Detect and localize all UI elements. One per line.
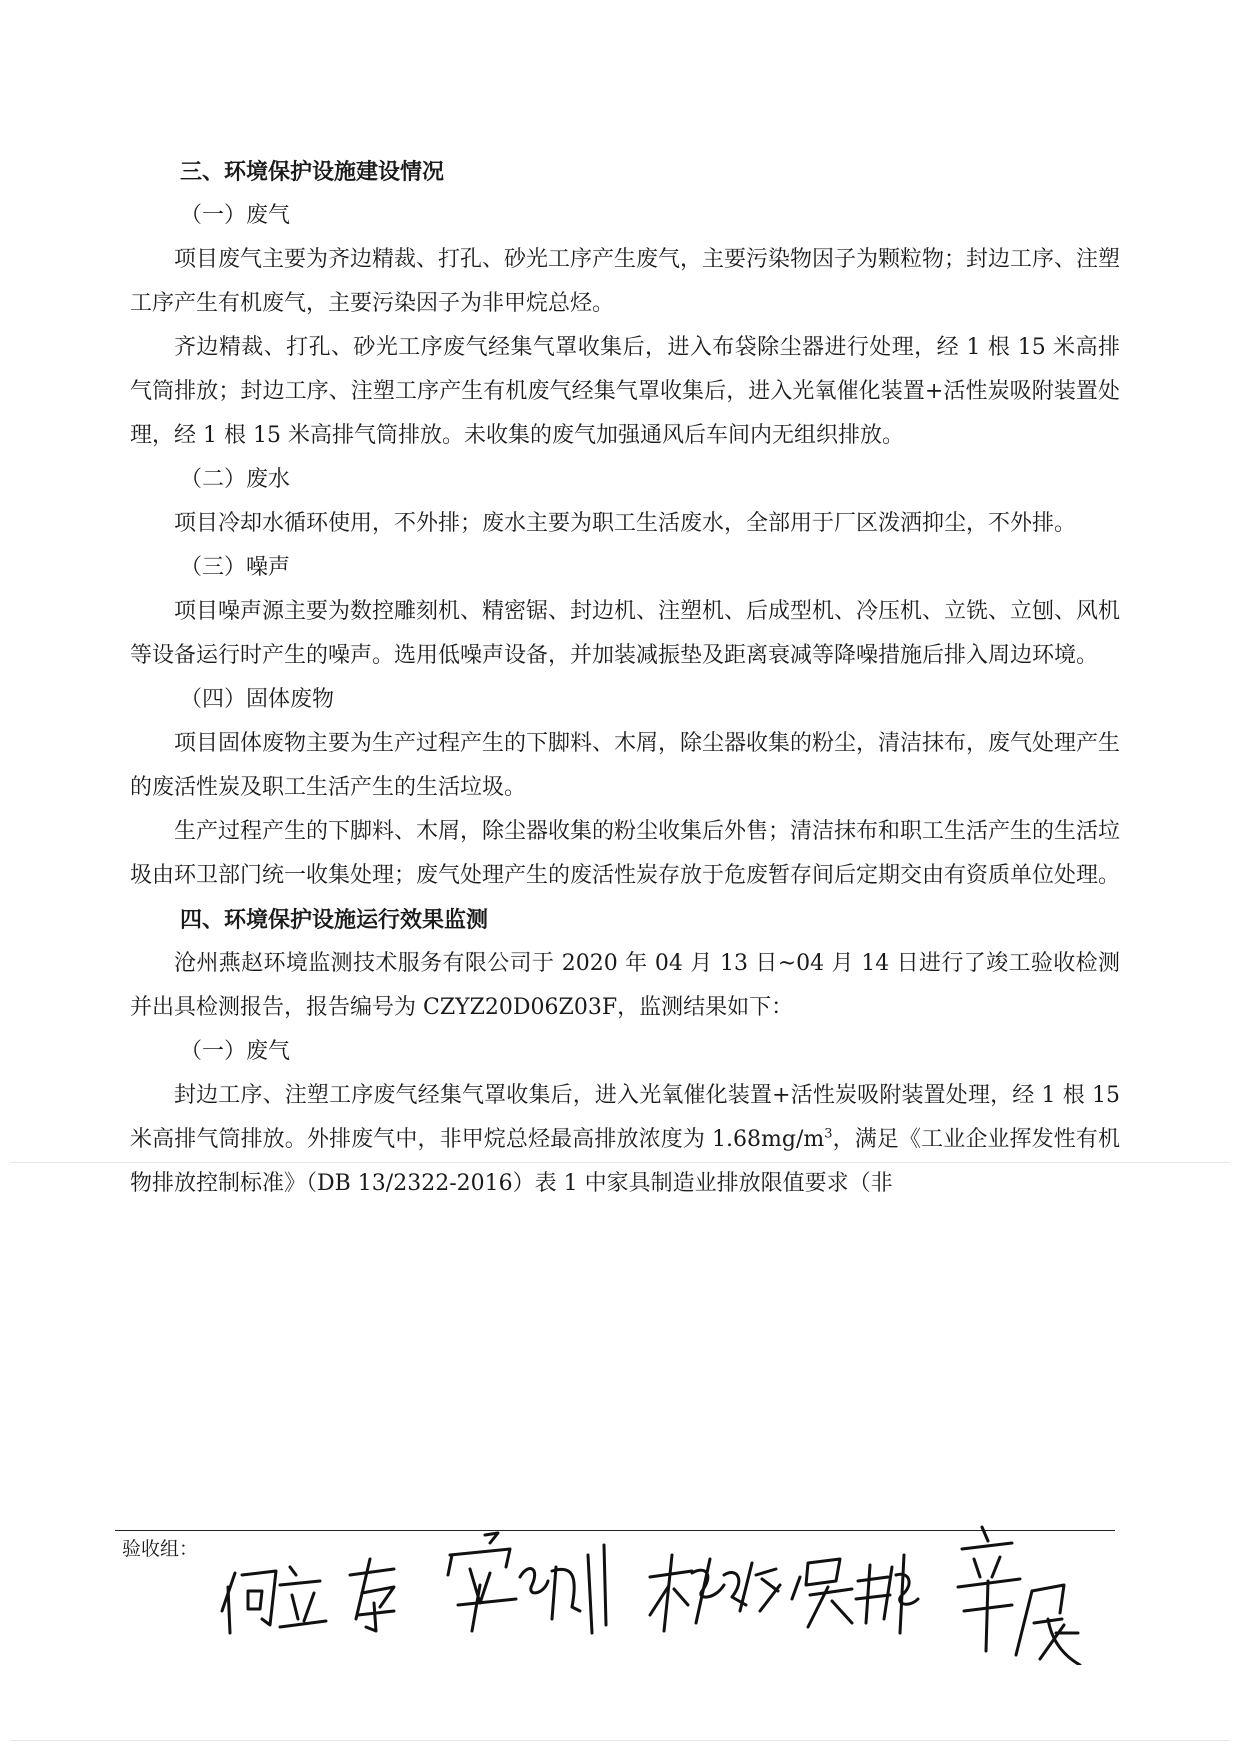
handwritten-signatures — [180, 1515, 1140, 1665]
section-3-solid-heading: （四）固体废物 — [180, 687, 335, 712]
section-4-exhaust-p1-text-a: 封边工序、注塑工序废气经集气罩收集后，进入光氧催化装置+活性炭吸附装置处理，经 1 根 15 米高排气筒排放。外排废气中，非甲烷总烃最高排放浓度为 1.68mg/m — [130, 1083, 1120, 1152]
signatures-area — [180, 1515, 1140, 1665]
signature-3 — [650, 1555, 780, 1631]
section-4-exhaust-heading: （一）废气 — [180, 1039, 291, 1064]
section-4-exhaust-p1-text-b: ，满足《工业企业挥发性有机物排放控制标准》（DB 13/2322-2016）表 1 中家具制造业排放限值要求（非 — [130, 1127, 1120, 1196]
signature-2 — [448, 1533, 606, 1633]
section-4-exhaust-p1 — [130, 1074, 1120, 1206]
section-3-title: 三、环境保护设施建设情况 — [180, 159, 445, 185]
scan-edge-line — [10, 1740, 1230, 1741]
section-3-noise-heading: （三）噪声 — [180, 555, 291, 580]
section-3-noise-p1: 项目噪声源主要为数控雕刻机、精密锯、封边机、注塑机、后成型机、冷压机、立铣、立刨、风机等设备运行时产生的噪声。选用低噪声设备，并加装减振垫及距离衰减等降噪措施后排入周边环境。 — [130, 599, 1121, 668]
section-4-title: 四、环境保护设施运行效果监测 — [180, 907, 489, 933]
section-3-exhaust-heading: （一）废气 — [180, 203, 291, 228]
section-4-intro: 沧州燕赵环境监测技术服务有限公司于 2020 年 04 月 13 日~04 月 14 日进行了竣工验收检测并出具检测报告，报告编号为 CZYZ20D06Z03F，监测结果如下： — [130, 951, 1120, 1020]
section-3-exhaust-p1: 项目废气主要为齐边精裁、打孔、砂光工序产生废气，主要污染物因子为颗粒物；封边工序、注塑工序产生有机废气，主要污染因子为非甲烷总烃。 — [130, 247, 1121, 316]
section-3-solid-p2: 生产过程产生的下脚料、木屑，除尘器收集的粉尘收集后外售；清洁抹布和职工生活产生的生活垃圾由环卫部门统一收集处理；废气处理产生的废活性炭存放于危废暂存间后定期交由有资质单位处理。 — [130, 819, 1121, 888]
signature-4 — [792, 1555, 918, 1633]
section-3-solid-p1: 项目固体废物主要为生产过程产生的下脚料、木屑，除尘器收集的粉尘，清洁抹布，废气处理产生的废活性炭及职工生活产生的生活垃圾。 — [130, 731, 1121, 800]
acceptance-group-label: 验收组： — [122, 1538, 199, 1560]
signature-1 — [222, 1559, 394, 1633]
scan-fold-line — [10, 1162, 1230, 1163]
section-3-wastewater-p1: 项目冷却水循环使用，不外排；废水主要为职工生活废水，全部用于厂区泼洒抑尘，不外排。 — [174, 511, 1077, 536]
section-3-wastewater-heading: （二）废水 — [180, 467, 291, 492]
signature-5 — [958, 1527, 1080, 1665]
document-body — [130, 150, 1120, 1206]
section-3-exhaust-p2: 齐边精裁、打孔、砂光工序废气经集气罩收集后，进入布袋除尘器进行处理，经 1 根 15 米高排气筒排放；封边工序、注塑工序产生有机废气经集气罩收集后，进入光氧催化装置+活性炭吸附装置处理，经 1 根 15 米高排气筒排放。未收集的废气加强通风后车间内无组织排放。 — [130, 335, 1120, 448]
superscript-cubed: 3 — [824, 1126, 833, 1142]
